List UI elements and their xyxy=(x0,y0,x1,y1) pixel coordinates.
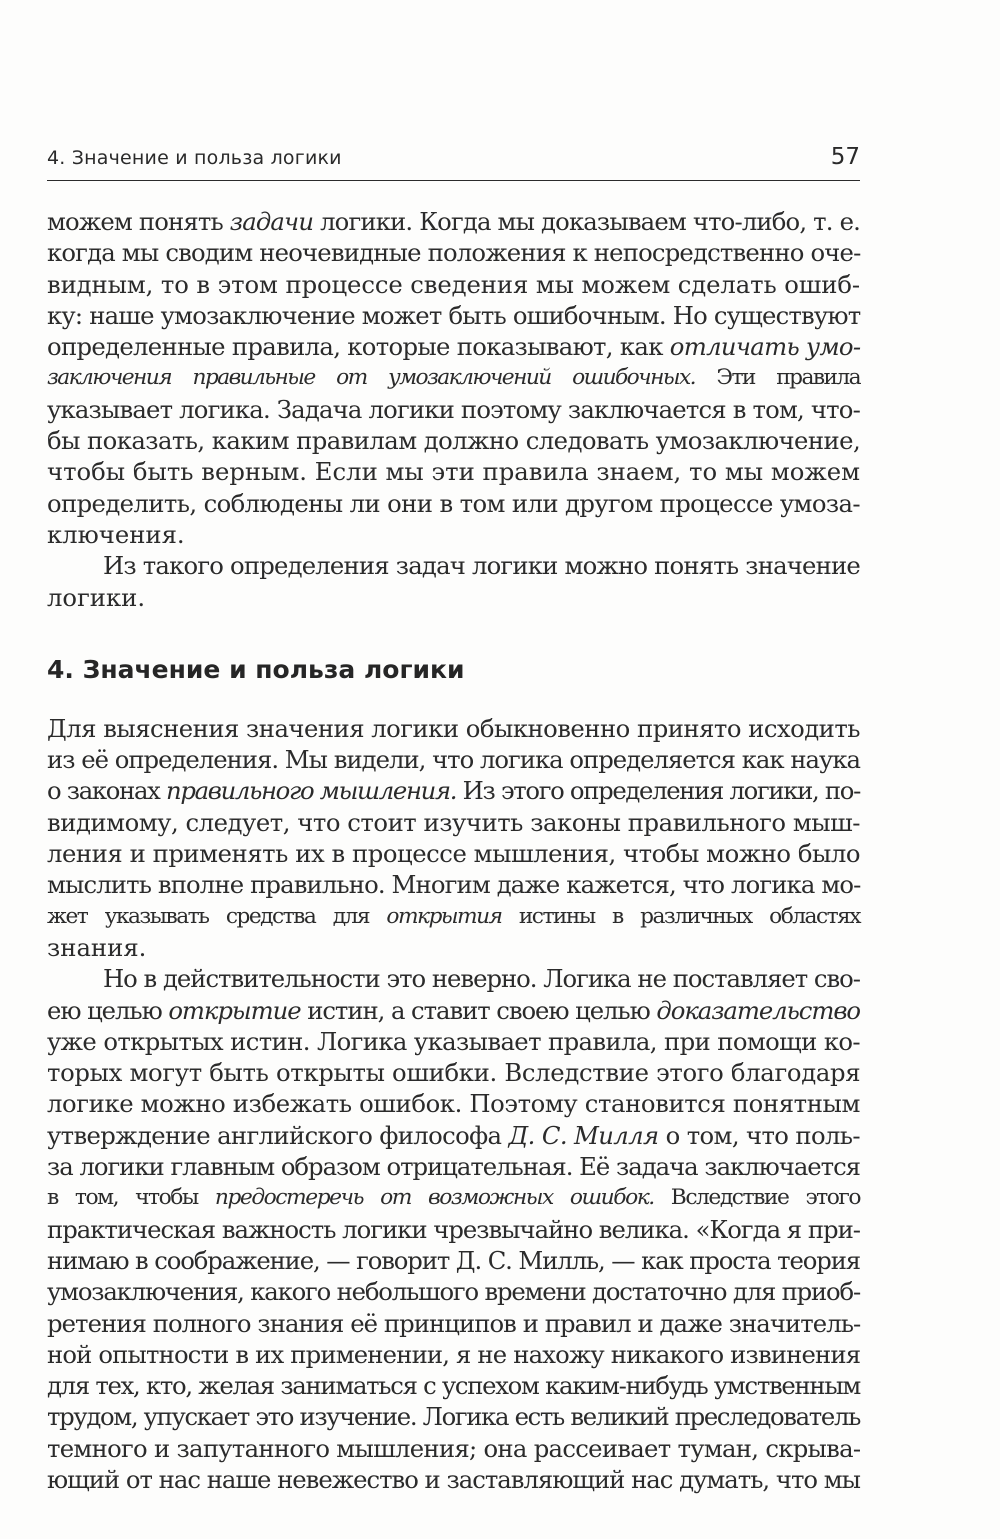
text-line: торых могут быть открыты ошибки. Вследствие этого благодаря xyxy=(47,1058,861,1088)
text-line: ной опытности в их применении, я не нахожу никакого извинения xyxy=(47,1339,861,1369)
emphasis: доказательство xyxy=(656,995,860,1025)
text-line: утверждение английского философа Д. С. Милля о том, что поль- xyxy=(47,1120,860,1150)
text-line: логике можно избежать ошибок. Поэтому становится понятным xyxy=(47,1089,860,1119)
text-line: умозаключения, какого небольшого времени достаточно для приоб- xyxy=(47,1277,860,1307)
section-heading: 4. Значение и польза логики xyxy=(47,654,465,684)
running-header xyxy=(47,140,860,181)
emphasis: задачи xyxy=(229,207,314,236)
text-line: в том, чтобы предостеречь от возможных ошибок. Вследствие этого xyxy=(47,1185,861,1211)
emphasis: открытие xyxy=(168,995,301,1025)
emphasis: Д. С. Милля xyxy=(508,1120,659,1150)
text-line: жет указывать средства для открытия истины в различных областях xyxy=(47,903,860,929)
text-line: бы показать, каким правилам должно следовать умозаключение, xyxy=(47,426,861,456)
text-line: за логики главным образом отрицательная. Её задача заключается xyxy=(47,1152,860,1182)
text-line: практическая важность логики чрезвычайно велика. «Когда я при- xyxy=(47,1214,861,1244)
page-number: 57 xyxy=(830,144,860,170)
running-title: 4. Значение и польза логики xyxy=(47,147,342,169)
text-line: указывает логика. Задача логики поэтому заключается в том, что- xyxy=(47,394,860,424)
text-line: для тех, кто, желая заниматься с успехом каким-нибудь умственным xyxy=(47,1371,860,1401)
emphasis: отличать умо- xyxy=(669,332,861,362)
paragraph xyxy=(47,963,860,1495)
text-line: видным, то в этом процессе сведения мы можем сделать ошиб- xyxy=(47,269,860,299)
text-line: мыслить вполне правильно. Многим даже кажется, что логика мо- xyxy=(47,870,861,900)
text-line: о законах правильного мышления. Из этого определения логики, по- xyxy=(47,776,860,806)
text-line: можем понять задачи логики. Когда мы доказываем что-либо, т. е. xyxy=(47,207,860,236)
emphasis: правильного мышления. xyxy=(166,776,457,806)
text-line: ключения. xyxy=(47,519,185,549)
paragraph-continuation xyxy=(47,206,860,550)
emphasis: заключения правильные от умозаключений ошибочных. xyxy=(47,365,695,391)
text-line: темного и запутанного мышления; она рассеивает туман, скрыва- xyxy=(47,1433,861,1463)
text-line: уже открытых истин. Логика указывает правила, при помощи ко- xyxy=(47,1026,860,1056)
text-line: чтобы быть верным. Если мы эти правила знаем, то мы можем xyxy=(47,457,860,487)
text-line: заключения правильные от умозаключений ошибочных. Эти правила xyxy=(47,365,860,391)
text-line: Но в действительности это неверно. Логика не поставляет сво- xyxy=(103,964,860,994)
text-line: ления и применять их в процессе мышления, чтобы можно было xyxy=(47,839,861,869)
text-line: когда мы сводим неочевидные положения к непосредственно оче- xyxy=(47,238,861,268)
text-line: из её определения. Мы видели, что логика определяется как наука xyxy=(47,745,860,775)
text-line: определенные правила, которые показывают, как отличать умо- xyxy=(47,332,861,362)
text-line: знания. xyxy=(47,932,147,962)
text-line: ющий от нас наше невежество и заставляющий нас думать, что мы xyxy=(47,1464,860,1494)
text-line: логики. xyxy=(47,582,146,612)
text-line: ею целью открытие истин, а ставит своею целью доказательство xyxy=(47,995,860,1025)
paragraph xyxy=(47,550,860,613)
paragraph xyxy=(47,713,860,963)
emphasis: предостеречь от возможных ошибок. xyxy=(214,1185,654,1211)
text-line: Из такого определения задач логики можно понять значение xyxy=(103,551,860,581)
text-line: ку: наше умозаключение может быть ошибочным. Но существуют xyxy=(47,300,861,330)
text-line: ретения полного знания её принципов и правил и даже значитель- xyxy=(47,1308,861,1338)
text-line: видимому, следует, что стоит изучить законы правильного мыш- xyxy=(47,807,860,837)
text-line: определить, соблюдены ли они в том или другом процессе умоза- xyxy=(47,488,860,518)
text-line: нимаю в соображение, — говорит Д. С. Милль, — как проста теория xyxy=(47,1245,860,1275)
text-line: Для выяснения значения логики обыкновенно принято исходить xyxy=(47,713,860,743)
text-line: трудом, упускает это изучение. Логика есть великий преследователь xyxy=(47,1402,860,1432)
emphasis: открытия xyxy=(386,903,502,929)
page-body xyxy=(47,206,860,1495)
